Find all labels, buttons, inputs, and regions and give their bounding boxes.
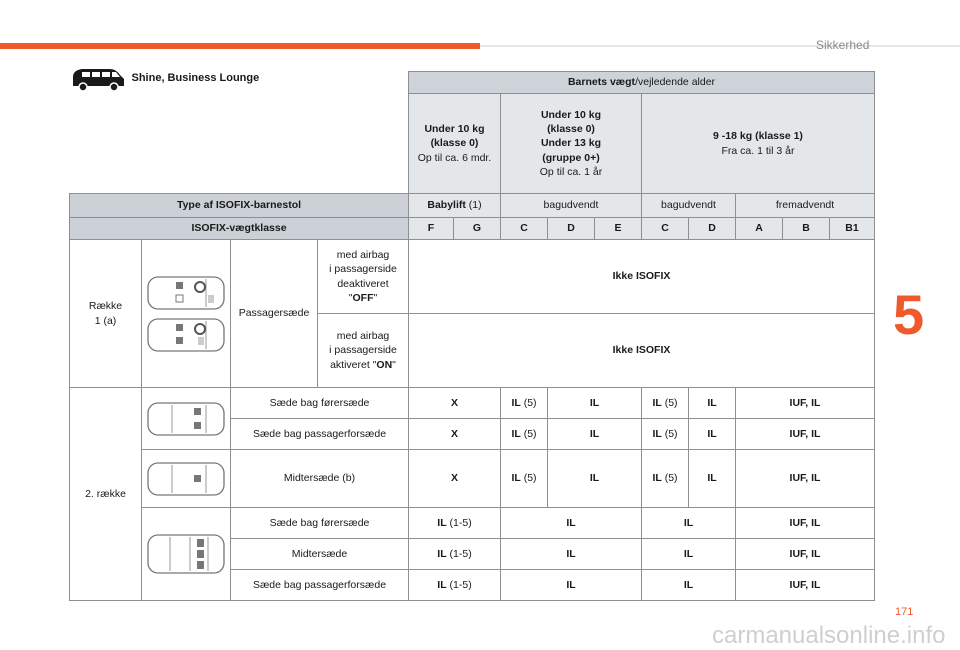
row2-label: 2. række (70, 388, 142, 601)
not-isofix-cell: Ikke ISOFIX (409, 240, 875, 314)
value-cell: IUF, IL (736, 570, 875, 601)
value-cell: IL (642, 539, 736, 570)
value-cell: IL (501, 539, 642, 570)
seat-name: Sæde bag førersæde (231, 388, 409, 419)
class-cell: B1 (830, 218, 875, 240)
class-cell: E (595, 218, 642, 240)
seat-name: Midtersæde (b) (231, 450, 409, 508)
row2-diagram-a (142, 388, 231, 450)
accent-bar (0, 43, 480, 49)
seat-name: Sæde bag førersæde (231, 508, 409, 539)
table-row (70, 388, 875, 419)
weight-group-2: 9 -18 kg (klasse 1) Fra ca. 1 til 3 år (642, 94, 875, 194)
value-cell: IL (1-5) (409, 539, 501, 570)
row1-label: Række 1 (a) (70, 240, 142, 388)
value-cell: IL (642, 508, 736, 539)
value-cell: X (409, 450, 501, 508)
section-title: Sikkerhed (816, 38, 870, 52)
value-cell: IL (689, 419, 736, 450)
value-cell: IL (548, 450, 642, 508)
seat-name: Midtersæde (231, 539, 409, 570)
value-cell: IL (548, 388, 642, 419)
value-cell: IL (642, 570, 736, 601)
value-cell: IL (5) (501, 450, 548, 508)
value-cell: IL (689, 388, 736, 419)
table-row (70, 450, 875, 508)
type-rear-1: bagudvendt (501, 194, 642, 218)
class-cell: B (783, 218, 830, 240)
row1-airbag-off (70, 240, 875, 314)
value-cell: IUF, IL (736, 450, 875, 508)
babylift-cell: Babylift (1) (409, 194, 501, 218)
value-cell: IL (1-5) (409, 570, 501, 601)
value-cell: IL (501, 570, 642, 601)
value-cell: IL (548, 419, 642, 450)
weight-title: Barnets vægt (567, 76, 636, 89)
type-row (70, 194, 875, 218)
value-cell: IL (689, 450, 736, 508)
seat-name: Sæde bag passagerforsæde (231, 570, 409, 601)
class-cell: F (409, 218, 454, 240)
value-cell: IUF, IL (736, 508, 875, 539)
value-cell: X (409, 388, 501, 419)
value-cell: IL (1-5) (409, 508, 501, 539)
chapter-number: 5 (893, 283, 925, 346)
value-cell: IL (5) (642, 419, 689, 450)
watermark: carmanualsonline.info (712, 622, 946, 649)
not-isofix-cell: Ikke ISOFIX (409, 314, 875, 388)
weight-group-0: Under 10 kg (klasse 0) Op til ca. 6 mdr. (409, 94, 501, 194)
rear-bench-diagram-icon (146, 533, 226, 575)
page-number: 171 (895, 606, 914, 618)
airbag-on-cell: med airbag i passagerside aktiveret "ON" (318, 314, 409, 388)
class-cell: C (501, 218, 548, 240)
class-cell: D (689, 218, 736, 240)
value-cell: IL (5) (642, 450, 689, 508)
value-cell: IUF, IL (736, 388, 875, 419)
class-cell: G (454, 218, 501, 240)
front-passenger-seat-diagram-icon (146, 275, 226, 311)
vehicle-heading (70, 66, 409, 92)
row1-diagram (142, 240, 231, 388)
value-cell: IL (5) (642, 388, 689, 419)
row2-diagram-b (142, 450, 231, 508)
class-label: ISOFIX-vægtklasse (70, 218, 409, 240)
rear-middle-seat-diagram-icon (146, 461, 226, 497)
isofix-table (69, 71, 875, 601)
weight-header (409, 72, 875, 94)
value-cell: IUF, IL (736, 419, 875, 450)
class-row (70, 218, 875, 240)
value-cell: IL (5) (501, 388, 548, 419)
value-cell: IL (501, 508, 642, 539)
type-rear-2: bagudvendt (642, 194, 736, 218)
header-rule (480, 45, 960, 47)
value-cell: IUF, IL (736, 539, 875, 570)
type-label: Type af ISOFIX-barnestol (70, 194, 409, 218)
van-icon (70, 66, 126, 92)
weight-title-rest: /vejledende alder (635, 76, 716, 89)
class-cell: C (642, 218, 689, 240)
rear-side-seats-diagram-icon (146, 401, 226, 437)
value-cell: IL (5) (501, 419, 548, 450)
row2-diagram-c (142, 508, 231, 601)
weight-group-1: Under 10 kg (klasse 0) Under 13 kg (gruppe 0+) Op til ca. 1 år (501, 94, 642, 194)
vehicle-label: Shine, Business Lounge (131, 72, 260, 85)
type-forward: fremadvendt (736, 194, 875, 218)
class-cell: D (548, 218, 595, 240)
front-passenger-seat-diagram-icon (146, 317, 226, 353)
table-row (70, 508, 875, 539)
row1-seat: Passagersæde (231, 240, 318, 388)
value-cell: X (409, 419, 501, 450)
airbag-off-cell: med airbag i passagerside deaktiveret "OFF" (318, 240, 409, 314)
seat-name: Sæde bag passagerforsæde (231, 419, 409, 450)
class-cell: A (736, 218, 783, 240)
